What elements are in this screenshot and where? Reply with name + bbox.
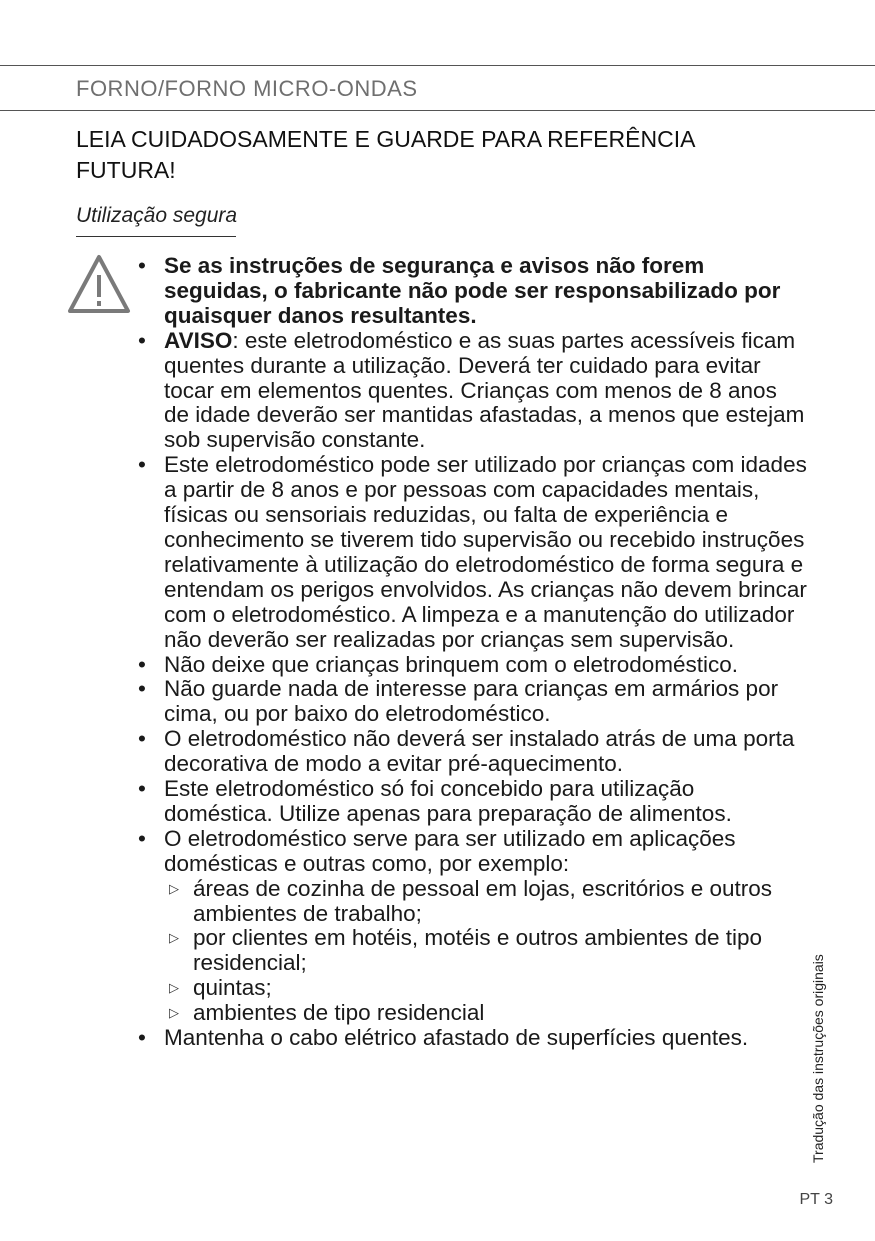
list-item bbox=[138, 727, 808, 777]
header-bottom-rule bbox=[0, 110, 875, 111]
list-item bbox=[138, 677, 808, 727]
triangle-bullet-icon: ▷ bbox=[169, 880, 179, 896]
bullet-text: Não guarde nada de interesse para crianças em armários por cima, ou por baixo do eletrodoméstico. bbox=[164, 676, 779, 727]
bullet-text: Este eletrodoméstico pode ser utilizado por crianças com idades a partir de 8 anos e por pessoas com capacidades mentais, físicas ou sensoriais reduzidas, ou falta de experiência e conhecimento se tiverem tido supervisão ou recebido instruções relativamente à utilização do eletrodoméstico de forma segura e entendam os perigos envolvidos. As crianças não devem brincar com o eletrodoméstico. A limpeza e a manutenção do utilizador não deverão ser realizadas por crianças sem supervisão. bbox=[164, 452, 807, 652]
bullet-text: O eletrodoméstico serve para ser utilizado em aplicações domésticas e outras como, por exemplo: bbox=[164, 825, 736, 876]
triangle-bullet-icon: ▷ bbox=[169, 930, 179, 946]
list-item bbox=[138, 653, 808, 678]
list-item bbox=[138, 329, 808, 454]
bullet-icon: • bbox=[138, 726, 146, 752]
bullet-icon: • bbox=[138, 253, 146, 278]
warning-triangle-icon bbox=[66, 253, 132, 315]
bullet-icon: • bbox=[138, 825, 146, 851]
bullet-text: O eletrodoméstico não deverá ser instalado atrás de uma porta decorativa de modo a evitar pré-aquecimento. bbox=[164, 726, 795, 777]
bullet-icon: • bbox=[138, 651, 146, 677]
sub-list-item bbox=[164, 877, 808, 927]
bullet-icon: • bbox=[138, 452, 146, 478]
header-top-rule bbox=[0, 65, 875, 66]
bullet-text: Este eletrodoméstico só foi concebido para utilização doméstica. Utilize apenas para preparação de alimentos. bbox=[164, 776, 732, 826]
sub-item-text: ambientes de tipo residencial bbox=[193, 1000, 485, 1026]
bullet-icon: • bbox=[138, 776, 146, 802]
warning-label: AVISO bbox=[164, 327, 233, 353]
bullet-text: : este eletrodoméstico e as suas partes acessíveis ficam quentes durante a utilização. Deverá ter cuidado para evitar tocar em elementos quentes. Crianças com menos de 8 anos de idade deverão ser mantidas afastadas, a menos que estejam sob supervisão constante. bbox=[164, 327, 805, 453]
list-item bbox=[138, 777, 808, 827]
bullet-text: Não deixe que crianças brinquem com o eletrodoméstico. bbox=[164, 651, 739, 677]
section-header: FORNO/FORNO MICRO-ONDAS bbox=[76, 76, 418, 101]
triangle-bullet-icon: ▷ bbox=[169, 1005, 179, 1021]
bullet-text: Se as instruções de segurança e avisos não forem seguidas, o fabricante não pode ser responsabilizado por quaisquer danos resultantes. bbox=[164, 253, 781, 328]
sub-list bbox=[164, 877, 808, 1026]
list-item bbox=[138, 254, 808, 329]
page-number: PT 3 bbox=[799, 1191, 833, 1208]
list-item bbox=[138, 453, 808, 652]
subtitle-underline bbox=[76, 236, 236, 237]
bullet-icon: • bbox=[138, 1025, 146, 1051]
page-title: LEIA CUIDADOSAMENTE E GUARDE PARA REFERÊNCIA FUTURA! bbox=[76, 126, 695, 183]
section-subtitle: Utilização segura bbox=[76, 204, 238, 227]
list-item bbox=[138, 1026, 808, 1051]
bullet-icon: • bbox=[138, 676, 146, 702]
triangle-bullet-icon: ▷ bbox=[169, 980, 179, 996]
bullet-icon: • bbox=[138, 327, 146, 353]
sub-item-text: por clientes em hotéis, motéis e outros ambientes de tipo residencial; bbox=[193, 925, 763, 976]
sub-list-item bbox=[164, 976, 808, 1001]
translation-note: Tradução das instruções originais bbox=[810, 954, 826, 1163]
list-item bbox=[138, 827, 808, 1026]
sub-item-text: áreas de cozinha de pessoal em lojas, escritórios e outros ambientes de trabalho; bbox=[193, 875, 773, 926]
sub-list-item bbox=[164, 1001, 808, 1026]
safety-instructions bbox=[138, 254, 808, 1051]
bullet-list bbox=[138, 254, 808, 1051]
bullet-text: Mantenha o cabo elétrico afastado de superfícies quentes. bbox=[164, 1025, 749, 1051]
sub-item-text: quintas; bbox=[193, 975, 272, 1001]
sub-list-item bbox=[164, 926, 808, 976]
